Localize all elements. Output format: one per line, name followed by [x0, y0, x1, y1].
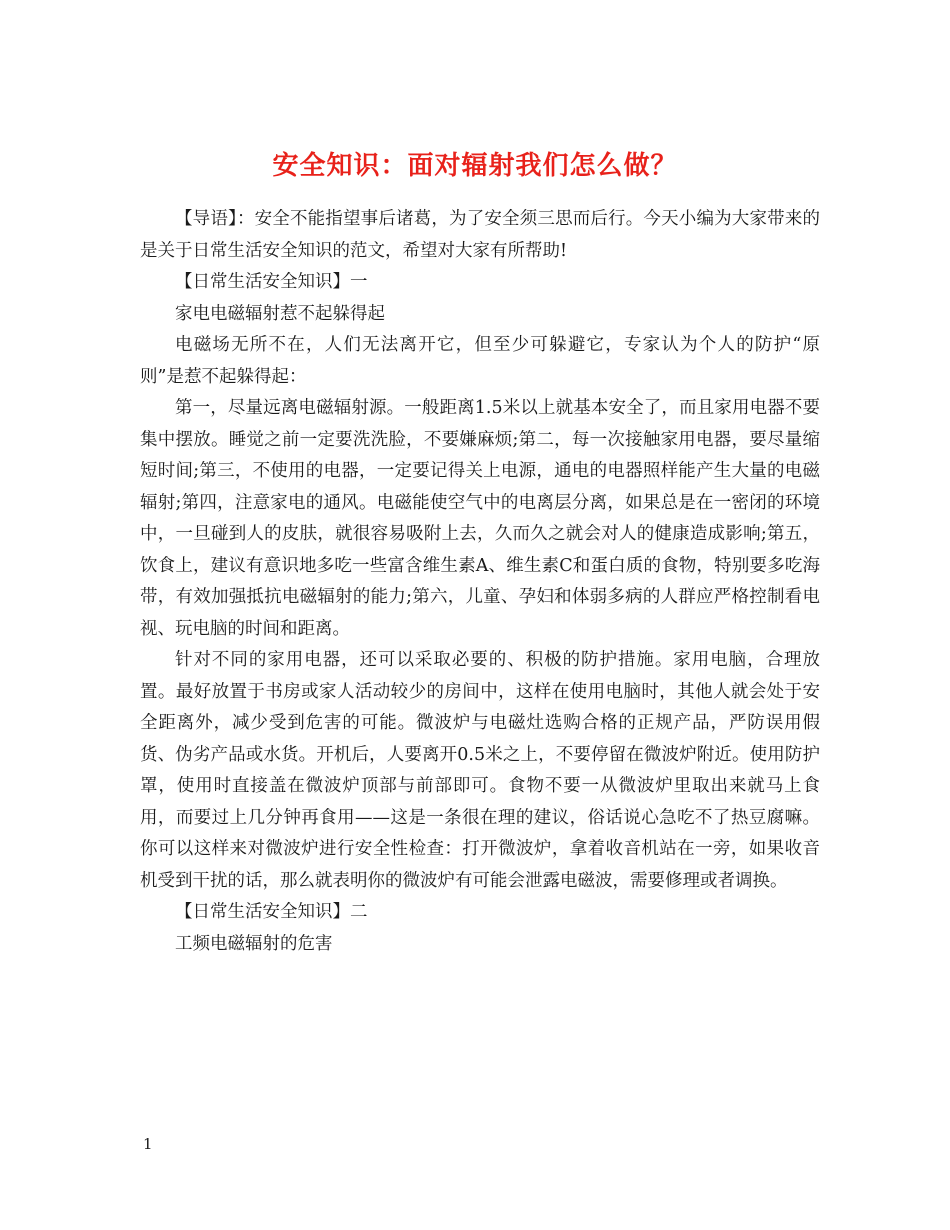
subheading-appliance-radiation: 家电电磁辐射惹不起躲得起: [175, 303, 385, 324]
document-title: 安全知识：面对辐射我们怎么做？: [272, 151, 678, 182]
body-paragraph: 第一，尽量远离电磁辐射源。一般距离1.5米以上就基本安全了，而且家用电器不要集中摆放。睡觉之前一定要洗洗脸，不要嫌麻烦;第二，每一次接触家用电器，要尽量缩短时间;第三，不使用的电器，一定要记得关上电源，通电的电器照样能产生大量的电磁辐射;第四，注意家电的通风。电磁能使空气中的电离层分离，如果总是在一密闭的环境中，一旦碰到人的皮肤，就很容易吸附上去，久而久之就会对人的健康造成影响;第五，饮食上，建议有意识地多吃一些富含维生素A、维生素C和蛋白质的食物，特别要多吃海带，有效加强抵抗电磁辐射的能力;第六，儿童、孕妇和体弱多病的人群应严格控制看电视、玩电脑的时间和距离。: [140, 398, 820, 639]
body-paragraph: 电磁场无所不在，人们无法离开它，但至少可躲避它，专家认为个人的防护“原则”是惹不起躲得起：: [140, 335, 820, 387]
subheading-power-frequency-radiation: 工频电磁辐射的危害: [175, 933, 333, 954]
page-number: 1: [143, 1135, 153, 1153]
body-paragraph: 针对不同的家用电器，还可以采取必要的、积极的防护措施。家用电脑，合理放置。最好放置于书房或家人活动较少的房间中，这样在使用电脑时，其他人就会处于安全距离外，减少受到危害的可能。微波炉与电磁灶选购合格的正规产品，严防误用假货、伪劣产品或水货。开机后，人要离开0.5米之上，不要停留在微波炉附近。使用防护罩，使用时直接盖在微波炉顶部与前部即可。食物不要一从微波炉里取出来就马上食用，而要过上几分钟再食用——这是一条很在理的建议，俗话说心急吃不了热豆腐嘛。你可以这样来对微波炉进行安全性检查：打开微波炉，拿着收音机站在一旁，如果收音机受到干扰的话，那么就表明你的微波炉有可能会泄露电磁波，需要修理或者调换。: [140, 650, 820, 891]
section-heading-two: 【日常生活安全知识】二: [175, 902, 368, 922]
section-heading-one: 【日常生活安全知识】一: [175, 272, 368, 292]
intro-paragraph: 【导语】：安全不能指望事后诸葛，为了安全须三思而后行。今天小编为大家带来的是关于日常生活安全知识的范文，希望对大家有所帮助!: [140, 209, 820, 261]
document-body: [140, 204, 820, 960]
